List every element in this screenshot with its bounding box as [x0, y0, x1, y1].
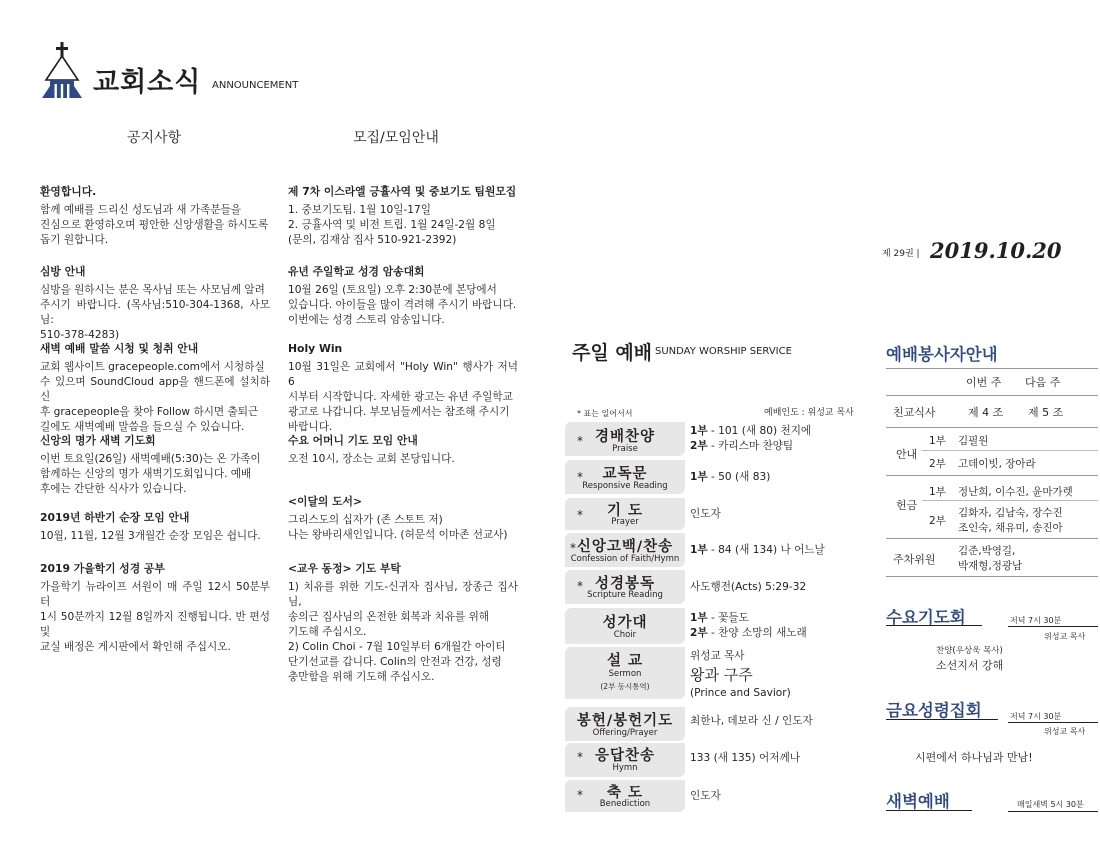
- notice-line: 1) 치유를 위한 기도-신귀자 집사님, 장종근 집사님,: [288, 581, 518, 608]
- order-detail: [690, 611, 807, 641]
- service-heading: 예배봉사자안내: [886, 345, 998, 364]
- order-title: 성가대: [602, 615, 648, 631]
- notice-heading: 2019년 하반기 순장 모임 안내: [40, 511, 190, 524]
- wednesday-line1: 찬양(우상욱 목사): [936, 646, 1003, 656]
- order-title: 경배찬양: [594, 429, 656, 445]
- stand-marker: *: [570, 541, 576, 555]
- order-prayer: [565, 498, 870, 530]
- page-title: 교회소식: [93, 67, 202, 98]
- notice-leader-meeting: [40, 510, 270, 544]
- divider: [886, 368, 1098, 369]
- offering-part-2: 2부: [929, 515, 946, 527]
- notice-heading: 유년 주일학교 성경 암송대회: [288, 265, 425, 278]
- sermon-title-en: (Prince and Savior): [690, 687, 791, 699]
- usher-part-1: 1부: [929, 435, 946, 447]
- parking-label: 주차위원: [893, 553, 936, 566]
- notice-line: 길에도 새벽예배 말씀을 들으실 수 있습니다.: [40, 421, 245, 433]
- notice-line: 오전 10시, 장소는 교회 본당입니다.: [288, 453, 455, 465]
- fellowship-this: 제 4 조: [968, 406, 1004, 419]
- detail-text: - 84 (새 134) 나 어느날: [707, 544, 825, 556]
- heading-underline: [886, 810, 972, 811]
- fellowship-next: 제 5 조: [1028, 406, 1064, 419]
- col-next-week: 다음 주: [1025, 376, 1061, 389]
- wednesday-line2: 소선지서 강해: [936, 659, 1004, 672]
- friday-time: 저녁 7시 30분: [1010, 712, 1062, 721]
- notice-heading: 새벽 예배 말씀 시청 및 청취 안내: [40, 342, 199, 355]
- order-title-en: Offering/Prayer: [592, 728, 658, 738]
- notice-line: 나는 왕바리새인입니다. (허문석 이마존 선교사): [288, 529, 508, 541]
- worship-leader: 예배인도 : 위성교 목사: [764, 408, 854, 418]
- notice-heading: <교우 동정> 기도 부탁: [288, 562, 401, 575]
- friday-heading: 금요성령집회: [886, 701, 982, 720]
- notice-line: 수 있으며 SoundCloud app을 핸드폰에 설치하신: [40, 376, 270, 403]
- notice-bible-study: [40, 561, 270, 655]
- usher-label: 안내: [896, 448, 918, 461]
- sermon-interpretation: (2부 동시통역): [600, 682, 650, 691]
- notice-line: 그리스도의 십자가 (존 스토트 저): [288, 514, 443, 526]
- order-title-en: Hymn: [612, 763, 638, 773]
- order-sermon: [565, 647, 870, 705]
- friday-pastor: 위성교 목사: [1044, 727, 1086, 736]
- detail-text: - 찬양 소망의 새노래: [707, 627, 807, 639]
- order-response-hymn: [565, 743, 870, 777]
- offering-2-names-b: 조인숙, 채유미, 송진아: [958, 522, 1063, 534]
- heading-underline: [886, 719, 998, 720]
- notice-line: 1. 중보기도팀. 1월 10일-17일: [288, 204, 431, 216]
- bulletin-date: 2019.10.20: [930, 238, 1062, 263]
- order-detail: [690, 714, 813, 729]
- stand-marker: *: [577, 508, 583, 522]
- heading-underline: [886, 625, 982, 626]
- notice-line: 기도해 주십시오.: [288, 626, 367, 638]
- order-benediction: [565, 780, 870, 812]
- notice-line: 가을학기 뉴라이프 서원이 매 주일 12시 50분부터: [40, 581, 270, 608]
- wednesday-heading: 수요기도회: [886, 608, 966, 627]
- divider: [886, 576, 1098, 577]
- fellowship-label: 친교식사: [893, 406, 936, 419]
- order-title: 봉헌/봉헌기도: [576, 713, 674, 729]
- wednesday-pastor: 위성교 목사: [1044, 632, 1086, 641]
- notice-heading: Holy Win: [288, 342, 343, 355]
- order-title: 교독문: [602, 466, 648, 482]
- order-title-en: Choir: [613, 630, 637, 640]
- stand-marker: *: [577, 434, 583, 448]
- stand-note: * 표는 일어서서: [577, 409, 633, 418]
- stand-marker: *: [577, 579, 583, 593]
- detail-text: 최한나, 데보라 신 / 인도자: [690, 715, 813, 727]
- notice-line: 2) Colin Choi - 7월 10일부터 6개월간 아이티: [288, 641, 506, 653]
- order-title-en: Benediction: [599, 799, 651, 809]
- part-label: 1부: [690, 612, 708, 624]
- offering-part-1: 1부: [929, 486, 946, 498]
- order-title-en: Scripture Reading: [587, 590, 663, 600]
- order-detail: [690, 543, 825, 558]
- order-detail: [690, 424, 811, 454]
- notice-line: 심방을 원하시는 분은 목사님 또는 사모님께 알려: [40, 284, 265, 296]
- order-title: 응답찬송: [594, 748, 656, 764]
- time-underline: [1008, 722, 1098, 723]
- notice-line: 10월 26일 (토요일) 오후 2:30분에 본당에서: [288, 284, 497, 296]
- notice-heading: 신앙의 명가 새벽 기도회: [40, 434, 156, 447]
- order-title-en: Responsive Reading: [582, 481, 668, 491]
- order-praise: [565, 422, 870, 456]
- detail-text: - 꽃들도: [707, 612, 749, 624]
- notice-heading: 2019 가을학기 성경 공부: [40, 562, 165, 575]
- order-offering: [565, 707, 870, 741]
- order-detail: [690, 751, 800, 766]
- divider: [922, 500, 1098, 501]
- recruit-recitation: [288, 264, 518, 328]
- recruit-holy-win: [288, 341, 518, 435]
- notice-line: 교실 배정은 게시판에서 확인해 주십시오.: [40, 641, 231, 653]
- usher-2-names: 고데이빗, 장아라: [958, 458, 1036, 470]
- order-detail: [690, 507, 721, 522]
- order-scripture-reading: [565, 570, 870, 604]
- part-label: 2부: [690, 440, 708, 452]
- notice-line: 1시 50분까지 12월 8일까지 진행됩니다. 반 편성 및: [40, 611, 270, 638]
- detail-text: 인도자: [690, 508, 721, 520]
- notice-heading: 심방 안내: [40, 265, 86, 278]
- time-underline: [1008, 626, 1098, 627]
- part-label: 1부: [690, 425, 708, 437]
- part-label: 1부: [690, 544, 708, 556]
- notice-line: 주시기 바랍니다. (목사님:510-304-1368, 사모님:: [40, 299, 270, 326]
- detail-text: 인도자: [690, 790, 721, 802]
- notice-line: 바랍니다.: [288, 421, 333, 433]
- detail-text: - 50 (새 83): [707, 471, 771, 483]
- recruit-monthly-book: [288, 494, 518, 543]
- wednesday-time: 저녁 7시 30분: [1010, 616, 1062, 625]
- stand-marker: *: [577, 788, 583, 802]
- order-title: 기 도: [606, 503, 644, 519]
- parking-names-a: 김준,박영길,: [958, 545, 1016, 557]
- col-this-week: 이번 주: [966, 376, 1002, 389]
- order-detail: [690, 649, 791, 701]
- notice-heading: 수요 어머니 기도 모임 안내: [288, 434, 418, 447]
- divider: [922, 450, 1098, 451]
- notice-line: 송의근 집사님의 온전한 회복과 치유를 위해: [288, 611, 490, 623]
- page-title-en: ANNOUNCEMENT: [212, 80, 299, 91]
- notice-heading: 제 7차 이스라엘 긍휼사역 및 중보기도 팀원모집: [288, 185, 517, 198]
- order-choir: [565, 608, 870, 644]
- notice-line: 함께 예배를 드리신 성도님과 새 가족분들을: [40, 204, 242, 216]
- notice-heading: 환영합니다.: [40, 185, 97, 198]
- worship-title-en: SUNDAY WORSHIP SERVICE: [655, 346, 792, 357]
- recruit-israel: [288, 184, 518, 248]
- order-responsive-reading: [565, 460, 870, 494]
- notice-line: 충만함을 위해 기도해 주십시오.: [288, 671, 435, 683]
- divider: [886, 475, 1098, 476]
- notice-line: 있습니다. 아이들을 많이 격려해 주시기 바랍니다.: [288, 299, 517, 311]
- notice-line: 이번에는 성경 스토리 암송입니다.: [288, 314, 445, 326]
- notice-line: 돕기 원합니다.: [40, 234, 109, 246]
- detail-text: - 카리스마 찬양팀: [707, 440, 794, 452]
- notice-visitation: [40, 264, 270, 343]
- notice-family-dawn: [40, 433, 270, 497]
- recruit-mothers-prayer: [288, 433, 518, 467]
- divider: [886, 427, 1098, 428]
- order-title: 성경봉독: [594, 576, 656, 592]
- usher-part-2: 2부: [929, 458, 946, 470]
- dawn-time: 매일새벽 5시 30분: [1017, 800, 1084, 809]
- order-confession-hymn: [565, 533, 870, 567]
- order-title: 신앙고백/찬송: [576, 539, 674, 555]
- notice-line: 교회 웹사이트 gracepeople.com에서 시청하실: [40, 361, 265, 373]
- detail-text: 사도행전(Acts) 5:29-32: [690, 581, 807, 593]
- notice-line: 함께하는 신앙의 명가 새벽기도회입니다. 예배: [40, 468, 252, 480]
- col1-heading: 공지사항: [127, 130, 182, 146]
- order-detail: [690, 580, 806, 595]
- divider: [886, 395, 1098, 396]
- usher-1-names: 김필원: [958, 435, 989, 447]
- part-label: 2부: [690, 627, 708, 639]
- preacher: 위성교 목사: [690, 650, 745, 662]
- sermon-title: 왕과 구주: [690, 666, 753, 684]
- notice-welcome: [40, 184, 270, 248]
- notice-line: 10월, 11월, 12월 3개월간 순장 모임은 쉽니다.: [40, 530, 261, 542]
- notice-dawn-sermon: [40, 341, 270, 435]
- notice-line: 10월 31일은 교회에서 "Holy Win" 행사가 저녁 6: [288, 361, 518, 388]
- notice-line: 2. 긍휼사역 및 비전 트립. 1월 24일-2월 8일: [288, 219, 496, 231]
- part-label: 1부: [690, 471, 708, 483]
- detail-text: 133 (새 135) 어저께나: [690, 752, 800, 764]
- order-title-en: Sermon: [608, 669, 642, 679]
- detail-text: - 101 (새 80) 천지에: [707, 425, 812, 437]
- divider: [886, 538, 1098, 539]
- notice-heading: <이달의 도서>: [288, 495, 363, 508]
- col2-heading: 모집/모임안내: [353, 130, 439, 146]
- notice-line: 후에는 간단한 식사가 있습니다.: [40, 483, 187, 495]
- dawn-heading: 새벽예배: [886, 792, 950, 811]
- offering-label: 헌금: [896, 499, 918, 512]
- notice-line: 510-378-4283): [40, 329, 120, 341]
- volume-label: 제 29권 |: [882, 249, 920, 259]
- friday-line1: 시편에서 하나님과 만남!: [915, 751, 1033, 764]
- order-title: 축 도: [606, 785, 644, 801]
- church-logo-icon: [38, 42, 88, 104]
- notice-line: 단기선교를 갑니다. Colin의 안전과 건강, 성령: [288, 656, 502, 668]
- offering-2-names-a: 김화자, 김남숙, 장수진: [958, 507, 1063, 519]
- worship-title: 주일 예배: [572, 342, 653, 364]
- recruit-prayer-request: [288, 561, 518, 685]
- stand-marker: *: [577, 750, 583, 764]
- order-title: 설 교: [606, 653, 644, 669]
- parking-names-b: 박재형,정광남: [958, 560, 1023, 572]
- notice-line: 광고로 나갑니다. 부모님들께서는 참조해 주시기: [288, 406, 510, 418]
- order-detail: [690, 470, 770, 485]
- order-title-en: Confession of Faith/Hymn: [570, 554, 680, 564]
- order-detail: [690, 789, 721, 804]
- notice-line: 시부터 시작합니다. 자세한 광고는 유년 주일학교: [288, 391, 513, 403]
- order-title-en: Prayer: [611, 517, 639, 527]
- notice-line: 후 gracepeople을 찾아 Follow 하시면 출퇴근: [40, 406, 259, 418]
- offering-1-names: 정난희, 이수진, 윤마가렛: [958, 486, 1073, 498]
- notice-line: (문의, 김재삼 집사 510-921-2392): [288, 234, 457, 246]
- notice-line: 진심으로 환영하오며 평안한 신앙생활을 하시도록: [40, 219, 269, 231]
- notice-line: 이번 토요일(26일) 새벽예배(5:30)는 온 가족이: [40, 453, 261, 465]
- order-title-en: Praise: [612, 444, 638, 454]
- time-underline: [1008, 811, 1098, 812]
- stand-marker: *: [577, 470, 583, 484]
